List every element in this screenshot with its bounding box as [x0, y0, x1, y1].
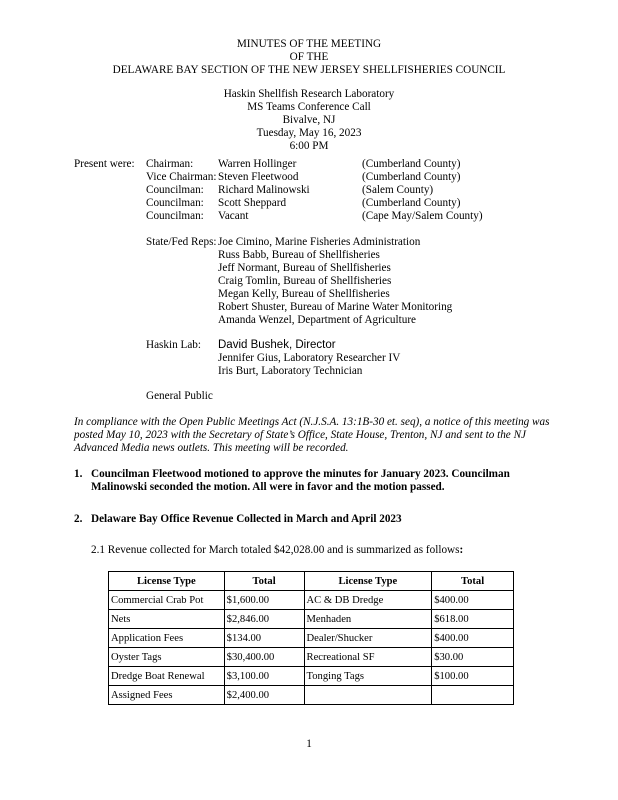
- council-role: Councilman:: [146, 197, 204, 209]
- state-rep: Amanda Wenzel, Department of Agriculture: [218, 314, 417, 326]
- table-cell: Nets: [109, 610, 225, 629]
- meeting-location: [0, 88, 618, 153]
- council-role: Councilman:: [146, 210, 204, 222]
- item-1-text: [91, 468, 510, 494]
- table-row: [109, 629, 514, 648]
- item-number: 1.: [74, 468, 83, 480]
- council-name: Scott Sheppard: [218, 197, 287, 209]
- table-cell: Recreational SF: [304, 648, 432, 667]
- column-header: Total: [224, 572, 304, 591]
- table-row: [109, 591, 514, 610]
- haskin-list: [218, 338, 400, 378]
- table-cell: Tonging Tags: [304, 667, 432, 686]
- location-line: Tuesday, May 16, 2023: [256, 127, 362, 139]
- item-2-heading: Delaware Bay Office Revenue Collected in March and April 2023: [91, 513, 402, 525]
- item-2-1-sentence: 2.1 Revenue collected for March totaled $42,028.00 and is summarized as follows: [91, 544, 460, 556]
- compliance-line: Advanced Media news outlets. This meeting will be recorded.: [74, 442, 349, 454]
- title-line: OF THE: [289, 51, 329, 63]
- column-header: License Type: [109, 572, 225, 591]
- council-county: (Cumberland County): [362, 171, 461, 183]
- table-cell: $30.00: [432, 648, 514, 667]
- table-cell: $3,100.00: [224, 667, 304, 686]
- haskin-label: Haskin Lab:: [146, 339, 201, 351]
- table-cell: $2,846.00: [224, 610, 304, 629]
- compliance-line: posted May 10, 2023 with the Secretary of State’s Office, State House, Trenton, NJ and sent to the NJ: [74, 429, 526, 441]
- present-label: Present were:: [74, 158, 135, 170]
- state-rep: Robert Shuster, Bureau of Marine Water Monitoring: [218, 301, 453, 313]
- state-rep: Megan Kelly, Bureau of Shellfisheries: [218, 288, 390, 300]
- table-cell: $618.00: [432, 610, 514, 629]
- title-line: MINUTES OF THE MEETING: [236, 38, 382, 50]
- haskin-member: David Bushek, Director: [218, 339, 336, 351]
- table-cell: [304, 686, 432, 705]
- location-line: MS Teams Conference Call: [247, 101, 371, 113]
- document-title: [0, 38, 618, 77]
- table-cell: $100.00: [432, 667, 514, 686]
- column-header: License Type: [304, 572, 432, 591]
- location-line: Haskin Shellfish Research Laboratory: [223, 88, 395, 100]
- item-2-1-text: [91, 544, 463, 557]
- table-row: [109, 667, 514, 686]
- table-cell: Dealer/Shucker: [304, 629, 432, 648]
- table-cell: $134.00: [224, 629, 304, 648]
- compliance-line: In compliance with the Open Public Meetings Act (N.J.S.A. 13:1B-30 et. seq), a notice of this meeting was: [74, 416, 550, 428]
- haskin-member: Jennifer Gius, Laboratory Researcher IV: [218, 352, 401, 364]
- council-role: Vice Chairman:: [146, 171, 217, 183]
- table-cell: $400.00: [432, 629, 514, 648]
- table-cell: $400.00: [432, 591, 514, 610]
- state-rep: Joe Cimino, Marine Fisheries Administration: [218, 236, 421, 248]
- table-header-row: [109, 572, 514, 591]
- state-rep: Jeff Normant, Bureau of Shellfisheries: [218, 262, 391, 274]
- state-reps-label: State/Fed Reps:: [146, 236, 217, 248]
- table-cell: Dredge Boat Renewal: [109, 667, 225, 686]
- council-role: Chairman:: [146, 158, 194, 170]
- item-1-line: Councilman Fleetwood motioned to approve the minutes for January 2023. Councilman: [91, 468, 510, 480]
- compliance-statement: [74, 416, 549, 455]
- table-row: [109, 686, 514, 705]
- council-county: (Cumberland County): [362, 197, 461, 209]
- council-name: Steven Fleetwood: [218, 171, 299, 183]
- table-cell: Commercial Crab Pot: [109, 591, 225, 610]
- council-role: Councilman:: [146, 184, 204, 196]
- haskin-member: Iris Burt, Laboratory Technician: [218, 365, 363, 377]
- table-row: [109, 610, 514, 629]
- table-cell: [432, 686, 514, 705]
- council-county: (Cape May/Salem County): [362, 210, 483, 222]
- table-cell: AC & DB Dredge: [304, 591, 432, 610]
- council-name: Richard Malinowski: [218, 184, 310, 196]
- location-line: Bivalve, NJ: [282, 114, 336, 126]
- table-cell: Menhaden: [304, 610, 432, 629]
- item-2-1-colon: :: [459, 544, 464, 556]
- title-line: DELAWARE BAY SECTION OF THE NEW JERSEY SHELLFISHERIES COUNCIL: [112, 64, 506, 76]
- table-row: [109, 648, 514, 667]
- state-rep: Russ Babb, Bureau of Shellfisheries: [218, 249, 380, 261]
- page-number: 1: [306, 738, 312, 750]
- revenue-table: [108, 571, 514, 705]
- column-header: Total: [432, 572, 514, 591]
- state-rep: Craig Tomlin, Bureau of Shellfisheries: [218, 275, 392, 287]
- state-reps-list: [218, 236, 452, 327]
- council-county: (Salem County): [362, 184, 434, 196]
- table-cell: $30,400.00: [224, 648, 304, 667]
- item-number: 2.: [74, 513, 83, 525]
- council-name: Vacant: [218, 210, 249, 222]
- item-1-line: Malinowski seconded the motion. All were in favor and the motion passed.: [91, 481, 445, 493]
- table-cell: $1,600.00: [224, 591, 304, 610]
- table-cell: Application Fees: [109, 629, 225, 648]
- general-public: General Public: [146, 390, 213, 402]
- council-name: Warren Hollinger: [218, 158, 297, 170]
- council-county: (Cumberland County): [362, 158, 461, 170]
- table-cell: Assigned Fees: [109, 686, 225, 705]
- table-cell: $2,400.00: [224, 686, 304, 705]
- location-line: 6:00 PM: [289, 140, 329, 152]
- table-cell: Oyster Tags: [109, 648, 225, 667]
